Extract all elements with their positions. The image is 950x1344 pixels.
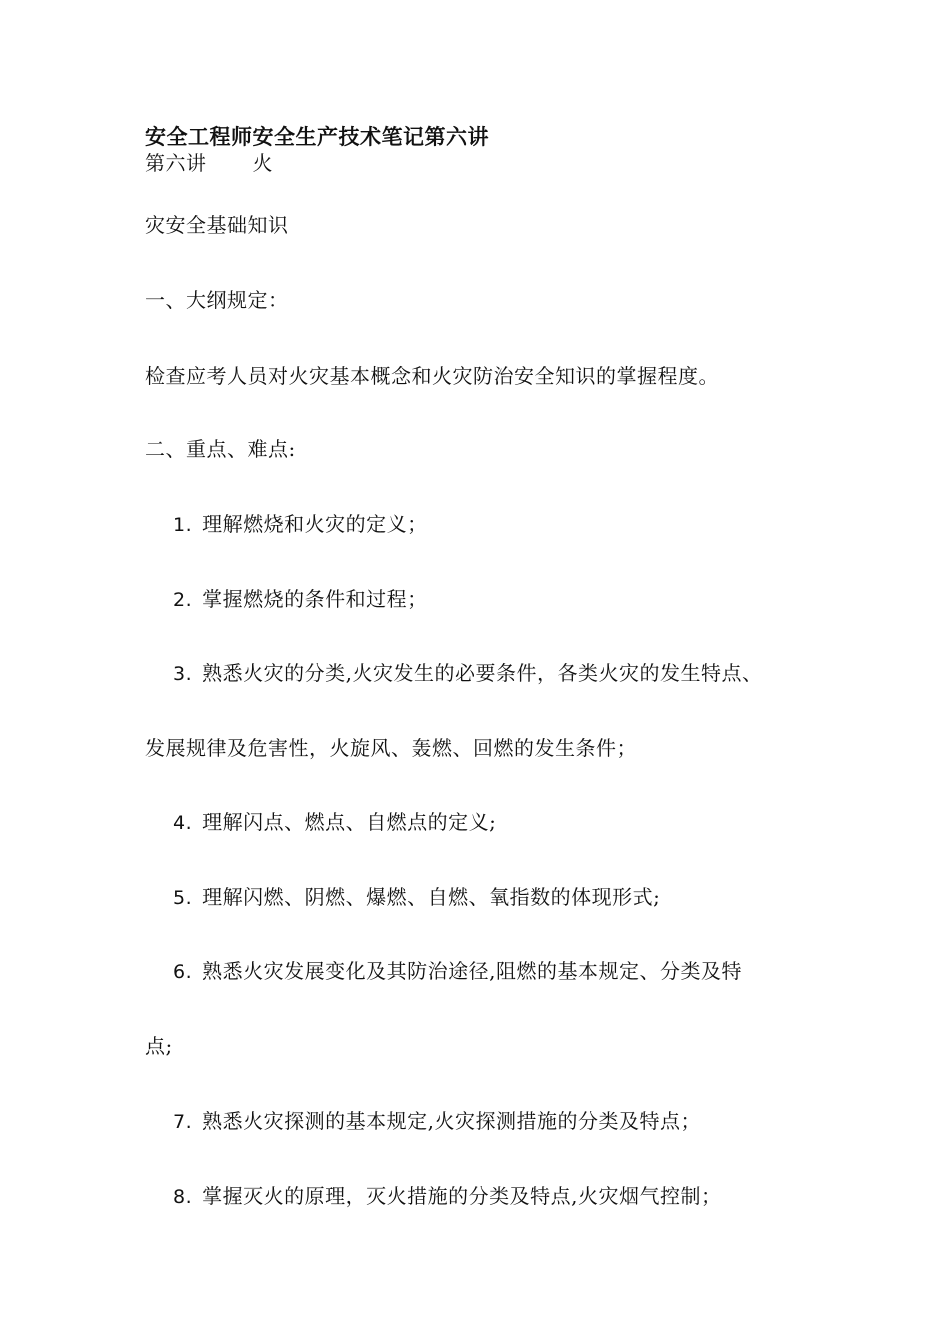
lecture-topic: 火 xyxy=(252,151,273,175)
list-item-number: 2. xyxy=(173,589,193,611)
list-item xyxy=(173,883,660,912)
list-item-text: 掌握灭火的原理，灭火措施的分类及特点,火灾烟气控制； xyxy=(202,1184,722,1208)
list-item-continuation: 点; xyxy=(145,1034,173,1058)
list-item-text: 熟悉火灾探测的基本规定,火灾探测措施的分类及特点； xyxy=(202,1109,701,1133)
list-item-text: 掌握燃烧的条件和过程； xyxy=(202,587,428,611)
list-item-number: 3. xyxy=(173,663,193,685)
list-item xyxy=(173,585,428,614)
list-item-number: 4. xyxy=(173,812,193,834)
list-item-number: 7. xyxy=(173,1111,193,1133)
list-item-text: 理解闪点、燃点、自燃点的定义; xyxy=(202,810,497,834)
section1-heading: 一、大纲规定： xyxy=(145,288,289,312)
lecture-number: 第六讲 xyxy=(145,151,207,175)
section1-text: 检查应考人员对火灾基本概念和火灾防治安全知识的掌握程度。 xyxy=(145,364,719,388)
list-item-continuation: 发展规律及危害性，火旋风、轰燃、回燃的发生条件； xyxy=(145,736,637,760)
list-item-text: 熟悉火灾发展变化及其防治途径,阻燃的基本规定、分类及特 xyxy=(202,959,742,983)
list-item xyxy=(173,1182,722,1211)
list-item-number: 8. xyxy=(173,1186,193,1208)
section2-heading: 二、重点、难点: xyxy=(145,437,296,461)
list-item-text: 理解闪燃、阴燃、爆燃、自燃、氧指数的体现形式; xyxy=(202,885,661,909)
document-title: 安全工程师安全生产技术笔记第六讲 xyxy=(145,124,489,149)
list-item-number: 5. xyxy=(173,887,193,909)
list-item xyxy=(173,808,496,837)
lecture-subtitle: 灾安全基础知识 xyxy=(145,213,289,237)
list-item-number: 1. xyxy=(173,514,193,536)
lecture-heading xyxy=(145,149,273,177)
list-item xyxy=(173,510,428,539)
list-item-text: 理解燃烧和火灾的定义； xyxy=(202,512,428,536)
list-item xyxy=(173,957,742,986)
list-item xyxy=(173,1107,701,1136)
list-item-number: 6. xyxy=(173,961,193,983)
list-item xyxy=(173,659,763,688)
list-item-text: 熟悉火灾的分类,火灾发生的必要条件，各类火灾的发生特点、 xyxy=(202,661,763,685)
